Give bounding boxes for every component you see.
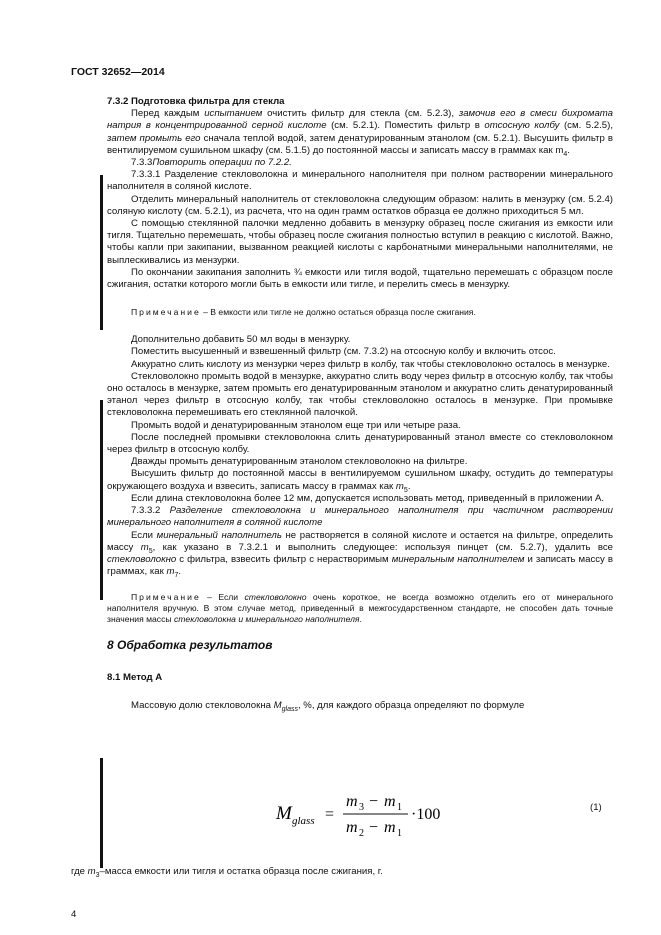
formula-den-b-sub: 1 bbox=[397, 828, 402, 839]
text-run: очистить фильтр для стекла (см. 5.2.3), bbox=[262, 108, 459, 120]
formula-factor: ·100 bbox=[411, 806, 441, 823]
subscript: 7 bbox=[174, 572, 179, 580]
formula-equals: = bbox=[325, 806, 335, 823]
text-run: минеральным наполнителем bbox=[391, 553, 525, 565]
change-bar bbox=[100, 175, 103, 330]
text-run: стекловолокно bbox=[107, 553, 177, 565]
formula-den-a-sub: 2 bbox=[359, 828, 364, 839]
text-run: Перед каждым bbox=[131, 108, 205, 120]
text-run: . bbox=[178, 566, 182, 578]
text-run: Разделение стекловолокна и минерального наполнителя при частичном растворении минерального наполнителя в соляной кислоте bbox=[107, 505, 613, 529]
text-run: Повторить операции по 7.2.2. bbox=[152, 157, 292, 169]
section-8-title: 8 Обработка результатов bbox=[107, 638, 273, 653]
text-run: 7.3.3 bbox=[131, 157, 153, 169]
section-8-1-title: 8.1 Метод А bbox=[107, 671, 163, 683]
note bbox=[107, 307, 613, 318]
text-run: не растворяется в соляной кислоте и остается на фильтре, определить массу bbox=[107, 529, 613, 553]
note bbox=[107, 592, 613, 625]
paragraph bbox=[107, 530, 613, 579]
text-run: m bbox=[166, 566, 175, 578]
section-7-3-3 bbox=[107, 157, 613, 169]
text-run: Высушить фильтр до постоянной массы в вентилируемом сушильном шкафу, остудить до температуры окружающего воздуха и взвесить, записать массу в граммах как bbox=[107, 468, 613, 492]
change-bar bbox=[100, 400, 103, 600]
formula-num-b: m bbox=[384, 793, 396, 810]
subscript: 5 bbox=[403, 486, 408, 494]
paragraph: С помощью стеклянной палочки медленно добавить в мензурку образец после сжигания из емкости или тигля. Тщательно перемешать, чтобы образец после сжигания полностью вступил в реакцию с кислотой. Важно, чтобы капли при закипании, вызванном реакцией кислоты с карбонатными минеральными наполнителями, не выплескивались из мензурки. bbox=[107, 218, 613, 266]
formula-num-minus: − bbox=[369, 793, 379, 810]
paragraph: Отделить минеральный наполнитель от стекловолокна следующим образом: налить в мензурку (см. 5.2.4) соляную кислоту (см. 5.2.1), из расчета, что на один грамм остатков образца ее должно приходиться 5 мл. bbox=[107, 193, 613, 217]
note-label: Примечание bbox=[131, 307, 201, 318]
text-run: . bbox=[567, 144, 570, 156]
text-run: минеральный наполнитель bbox=[156, 529, 282, 541]
note-label: Примечание bbox=[131, 592, 201, 603]
text-run: стекловолокно bbox=[244, 592, 307, 603]
text-run: , как указано в 7.3.2.1 и выполнить следующее: используя пинцет (см. 5.2.7), удалить все bbox=[152, 541, 613, 553]
paragraph bbox=[107, 468, 613, 492]
text-run: 7.3.3.2 bbox=[131, 505, 170, 517]
document-body bbox=[107, 96, 613, 712]
formula-lhs-sub: glass bbox=[292, 815, 315, 827]
formula-intro bbox=[107, 700, 613, 712]
text-run: (см. 5.2.5), bbox=[559, 120, 613, 132]
formula-where bbox=[71, 866, 383, 878]
text-run: m bbox=[140, 541, 149, 553]
text-run: испытанием bbox=[204, 108, 263, 120]
subscript: 4 bbox=[563, 150, 568, 158]
section-7-3-3-1: 7.3.3.1 Разделение стекловолокна и минерального наполнителя при полном растворении минерального наполнителя в соляной кислоте. bbox=[107, 169, 613, 193]
text-run: m bbox=[395, 480, 404, 492]
section-7-3-2-text bbox=[107, 108, 613, 157]
text-run: где bbox=[71, 866, 88, 877]
standard-header: ГОСТ 32652—2014 bbox=[71, 66, 165, 78]
paragraph: Если длина стекловолокна более 12 мм, допускается использовать метод, приведенный в приложении А. bbox=[131, 492, 605, 504]
formula-den-a: m bbox=[346, 819, 358, 836]
equation-number: (1) bbox=[590, 802, 602, 813]
change-bar bbox=[100, 758, 103, 868]
paragraph: Поместить высушенный и взвешенный фильтр (см. 7.3.2) на отсосную колбу и включить отсос. bbox=[131, 346, 556, 358]
text-run: очень короткое, не всегда возможно отделить его от минерального наполнителя вручную. В этом случае метод, приведенный в межгосударственном стандарте, не способен дать точные значения массы bbox=[107, 592, 613, 625]
formula-den-minus: − bbox=[369, 819, 379, 836]
text-run: . bbox=[407, 480, 411, 492]
section-7-3-3-2 bbox=[107, 505, 613, 529]
text-run: (см. 5.2.1). Поместить фильтр в bbox=[326, 120, 485, 132]
formula-num-a: m bbox=[346, 793, 358, 810]
text-run: Стекловолокно промыть водой в мензурке, аккуратно слить воду через фильтр в отсосную колбу, так чтобы оно осталось в мензурке, затем промыть его денатурированным этанолом и аккуратно слить денатурированный этанол через фильтр в отсосную колбу, так чтобы стекловолокно осталось в мензурке. При промывке стекловолокна перемешивать его стеклянной палочкой. bbox=[107, 370, 613, 419]
formula-num-b-sub: 1 bbox=[397, 802, 402, 813]
formula-den-b: m bbox=[384, 819, 396, 836]
text-run: затем промыть его bbox=[107, 132, 201, 144]
subscript: glass bbox=[281, 705, 298, 713]
page-number: 4 bbox=[71, 909, 77, 920]
text-run: Если bbox=[131, 529, 157, 541]
text-run: с фильтра, взвесить фильтр с нерастворимым bbox=[176, 553, 392, 565]
formula-lhs: M bbox=[276, 803, 292, 824]
text-run: и записать массу в граммах, как bbox=[107, 553, 613, 578]
text-run: стекловолокна и минерального наполнителя bbox=[173, 614, 360, 625]
formula-1 bbox=[270, 789, 530, 839]
text-run: Массовую долю стекловолокна bbox=[131, 699, 274, 711]
section-7-3-2-title: 7.3.2 Подготовка фильтра для стекла bbox=[107, 96, 285, 107]
paragraph bbox=[107, 371, 613, 420]
text-run: . bbox=[359, 614, 362, 625]
paragraph: Дополнительно добавить 50 мл воды в мензурку. bbox=[131, 334, 351, 346]
text-run: замочив его в смеси бихромата натрия в концентрированной серной кислоте bbox=[107, 108, 614, 132]
formula-num-a-sub: 3 bbox=[359, 802, 364, 813]
paragraph: По окончании закипания заполнить ¾ емкости или тигля водой, тщательно перемешать с образцом после сжигания, остатки которого могли быть в емкости или тигле, и перелить смесь в мензурку. bbox=[107, 266, 613, 291]
text-run: m bbox=[87, 866, 96, 877]
text-run: M bbox=[273, 699, 282, 711]
paragraph: После последней промывки стекловолокна слить денатурированный этанол вместе со стекловолокном через фильтр в отсосную колбу. bbox=[107, 431, 613, 456]
text-run: – Если bbox=[200, 592, 245, 603]
note-text: – В емкости или тигле не должно остаться образца после сжигания. bbox=[200, 307, 476, 318]
text-run: –масса емкости или тигля и остатка образца после сжигания, г. bbox=[99, 866, 383, 877]
paragraph: Дважды промыть денатурированным этанолом стекловолокно на фильтре. bbox=[131, 456, 468, 468]
text-run: отсосную колбу bbox=[484, 120, 560, 132]
subscript: 5 bbox=[148, 547, 153, 555]
text-run: , %, для каждого образца определяют по формуле bbox=[297, 699, 525, 711]
text-run: сначала теплой водой, затем денатурированным этанолом (см. 5.2.1). Высушить фильтр в вентилируемом сушильном шкафу (см. 5.1.5) до постоянной массы и записать массу в граммах как m bbox=[107, 132, 613, 156]
subscript: 3 bbox=[95, 871, 100, 879]
paragraph: Аккуратно слить кислоту из мензурки через фильтр в колбу, так чтобы стекловолокно осталось в мензурке. bbox=[131, 358, 610, 370]
paragraph: Промыть водой и денатурированным этанолом еще три или четыре раза. bbox=[131, 419, 461, 431]
